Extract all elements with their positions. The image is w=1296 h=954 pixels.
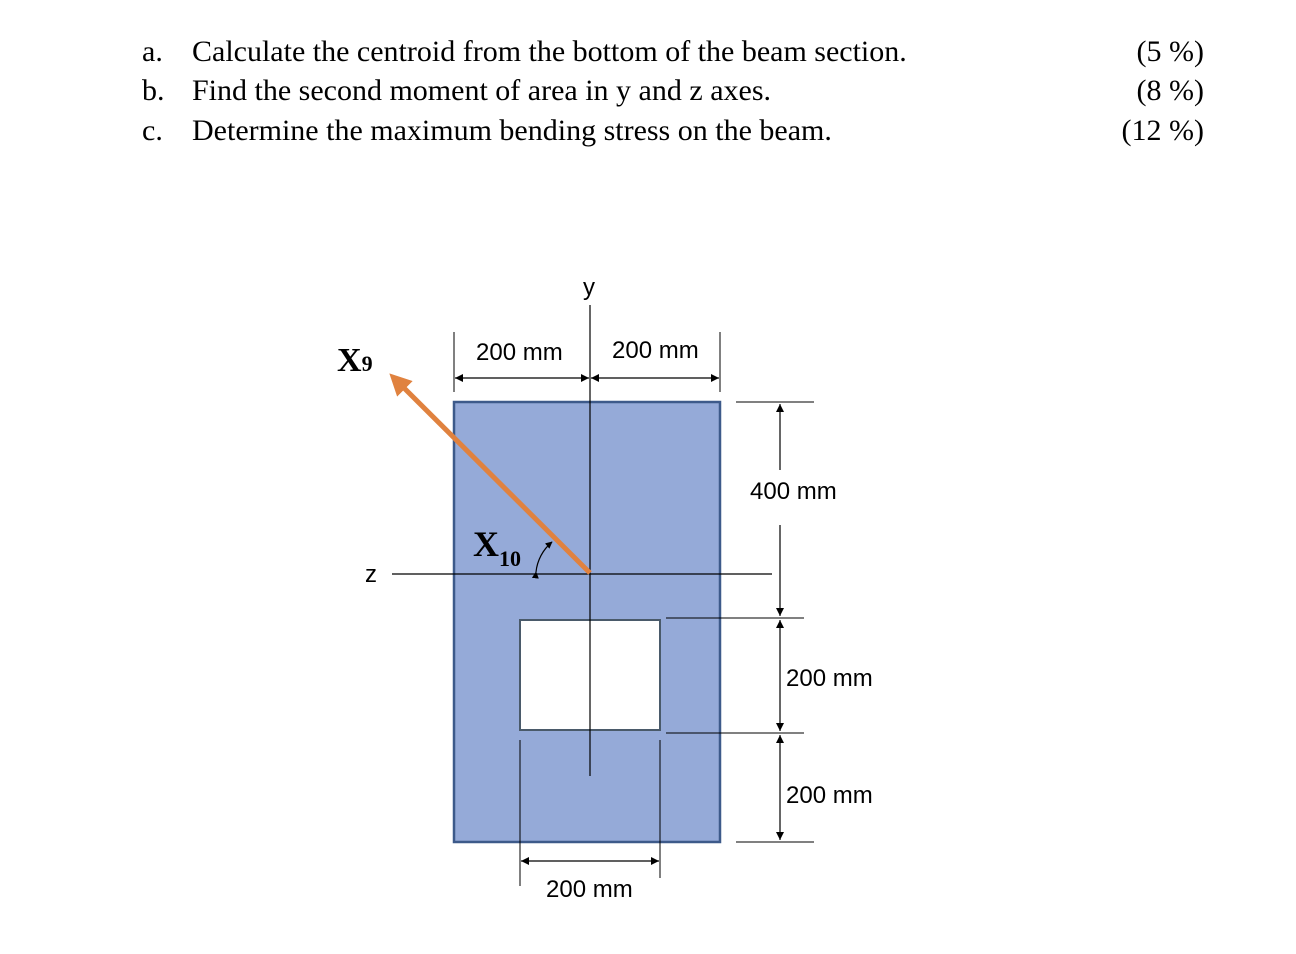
question-a-letter: a. bbox=[142, 35, 163, 68]
question-a-text: Calculate the centroid from the bottom of the beam section. bbox=[192, 35, 907, 68]
question-c-letter: c. bbox=[142, 114, 163, 147]
force-label: X9 bbox=[337, 342, 373, 379]
question-b-letter: b. bbox=[142, 74, 165, 107]
dim-top-right-label: 200 mm bbox=[612, 337, 699, 364]
z-axis-label: z bbox=[365, 561, 377, 588]
question-c-marks: (12 %) bbox=[1121, 114, 1204, 147]
question-a-marks: (5 %) bbox=[1136, 35, 1204, 68]
question-b-marks: (8 %) bbox=[1136, 74, 1204, 107]
dim-top-left-label: 200 mm bbox=[476, 339, 563, 366]
y-axis-label: y bbox=[583, 274, 595, 301]
dim-right-hole-label: 200 mm bbox=[786, 665, 873, 692]
angle-label: $X_{10}$ bbox=[473, 524, 521, 571]
question-c-text: Determine the maximum bending stress on the beam. bbox=[192, 114, 832, 147]
dim-right-lower-label: 200 mm bbox=[786, 782, 873, 809]
dim-right-upper-label: 400 mm bbox=[750, 478, 837, 505]
question-b-text: Find the second moment of area in y and z axes. bbox=[192, 74, 771, 107]
dim-bottom-hole-label: 200 mm bbox=[546, 876, 633, 903]
